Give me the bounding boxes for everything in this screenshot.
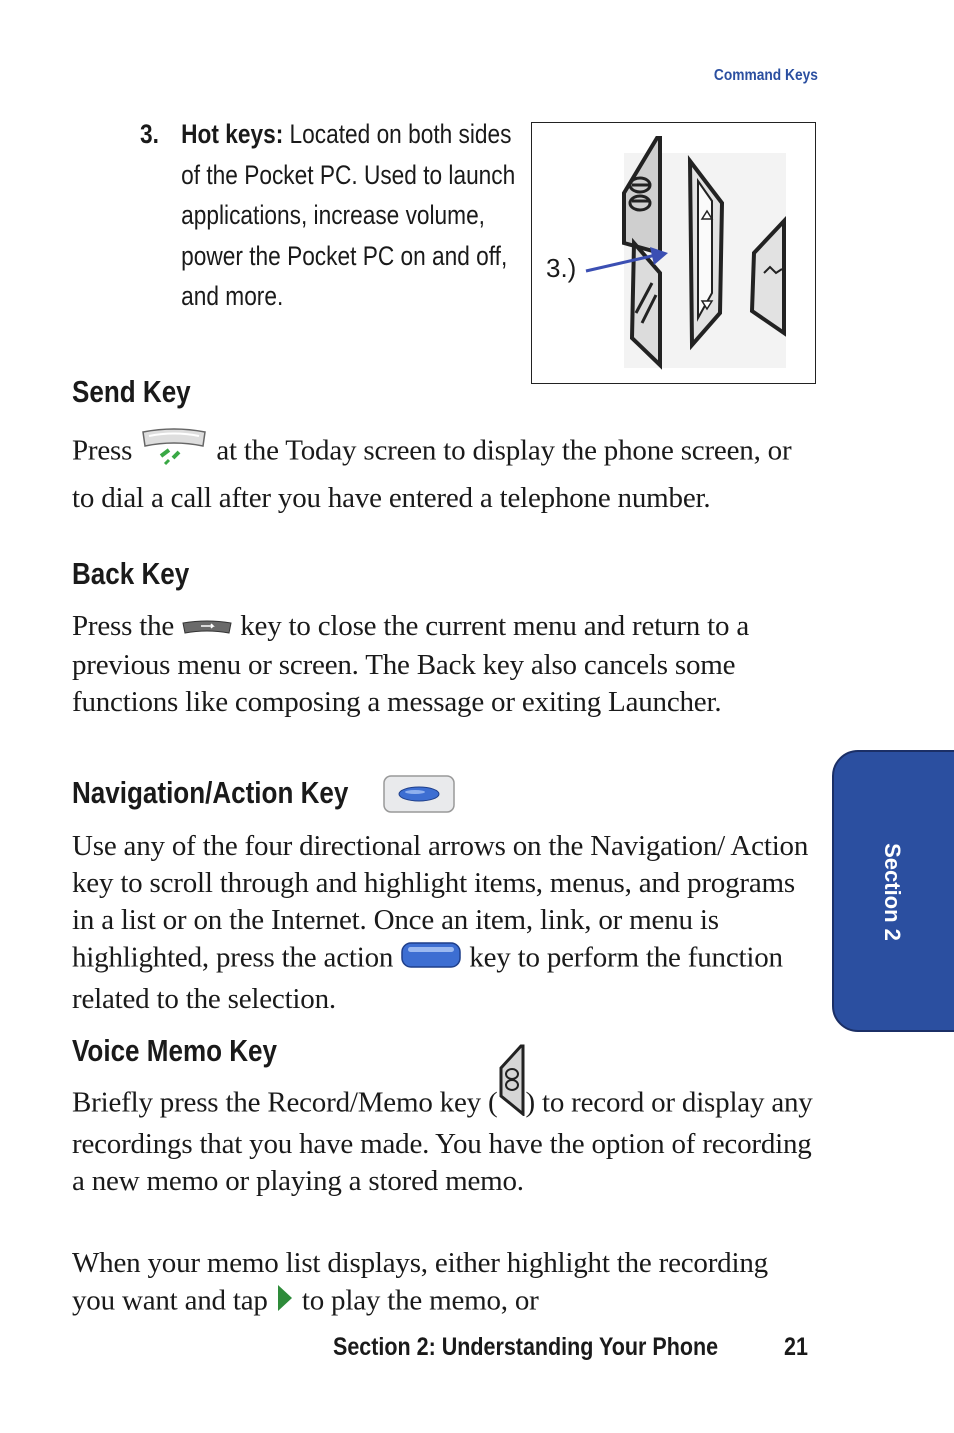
- memo-list-text-1: When your memo list displays, either highlight the recording you want and tap: [72, 1247, 768, 1317]
- voice-memo-key-heading: Voice Memo Key: [72, 1033, 278, 1068]
- hot-keys-item: [140, 114, 516, 317]
- section-side-tab-label: Section 2: [880, 843, 905, 941]
- play-icon: [275, 1282, 295, 1324]
- memo-list-text-2: to play the memo, or: [294, 1284, 539, 1317]
- page-number: 21: [784, 1333, 808, 1361]
- send-key-paragraph: [72, 426, 817, 517]
- send-key-text-2: at the Today screen to display the phone screen, or to dial a call after you have entered a telephone number.: [72, 434, 792, 514]
- figure-label: 3.): [546, 253, 577, 283]
- hot-keys-figure: [531, 122, 816, 384]
- section-side-tab: [832, 750, 954, 1032]
- record-memo-key-icon: [497, 1044, 525, 1126]
- phone-side-keys-illustration: [532, 123, 817, 385]
- navigation-key-text-2: key to perform the function related to the selection.: [72, 941, 783, 1015]
- hot-keys-description: Located on both sides of the Pocket PC. Used to launch applications, increase volume, power the Pocket PC on and off, and more.: [181, 119, 516, 311]
- back-key-icon: [181, 610, 233, 647]
- action-key-icon: [400, 939, 462, 981]
- voice-memo-text-2: ) to record or display any recordings that you have made. You have the option of recording a new memo or playing a stored memo.: [72, 1086, 813, 1197]
- footer-title: Section 2: Understanding Your Phone: [333, 1333, 719, 1361]
- send-key-text-1: Press: [72, 434, 140, 467]
- send-key-icon: [139, 426, 209, 480]
- back-key-text-1: Press the: [72, 610, 182, 642]
- voice-memo-text-1: Briefly press the Record/Memo key (: [72, 1086, 498, 1119]
- item-number: 3.: [140, 119, 159, 149]
- back-key-paragraph: [72, 608, 817, 721]
- navigation-key-text-1: Use any of the four directional arrows on the Navigation/ Action key to scroll through and highlight items, menus, and programs in a list or on the Internet. Once an item, link, or menu is highlighted, press the action: [72, 830, 809, 974]
- back-key-heading: Back Key: [72, 556, 190, 591]
- running-head: Command Keys: [714, 67, 818, 84]
- hot-keys-text: [181, 114, 517, 317]
- back-key-text-2: key to close the current menu and return to a previous menu or screen. The Back key also cancels some functions like composing a message or exiting Launcher.: [72, 610, 750, 718]
- hot-keys-lead: Hot keys:: [181, 119, 284, 149]
- navigation-key-icon: [382, 773, 456, 820]
- navigation-key-paragraph: [72, 828, 817, 1018]
- voice-memo-paragraph: [72, 1084, 817, 1200]
- send-key-heading: Send Key: [72, 374, 191, 409]
- navigation-action-key-heading: Navigation/Action Key: [72, 775, 349, 810]
- memo-list-paragraph: [72, 1245, 817, 1324]
